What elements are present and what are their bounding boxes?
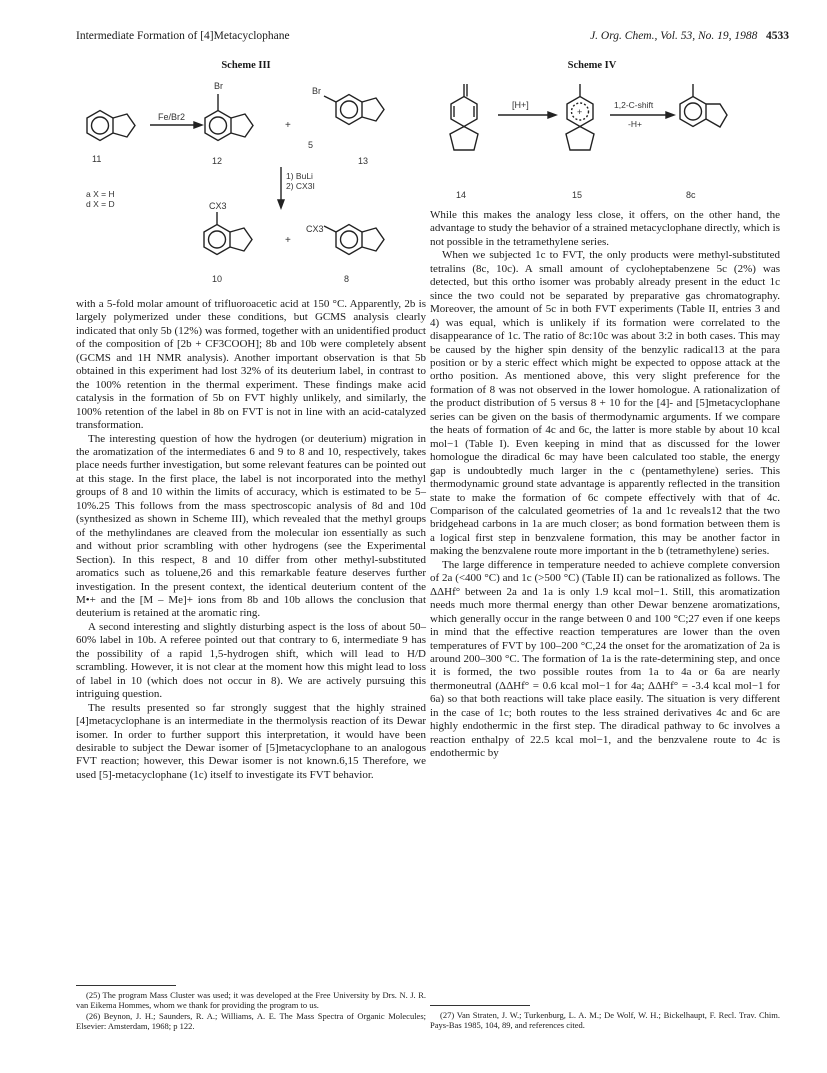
compound-12-structure <box>205 94 253 141</box>
journal-volume: Vol. 53, No. 19, 1988 <box>660 30 758 42</box>
key-a: a X = H <box>86 189 115 199</box>
journal-name: J. Org. Chem., <box>590 30 658 42</box>
scheme-iii-diagram <box>76 72 426 294</box>
reagent-buli: 1) BuLi <box>286 171 313 181</box>
running-header-title: Intermediate Formation of [4]Metacyclophane <box>76 30 290 42</box>
left-text-column <box>76 298 426 782</box>
compound-number-13: 13 <box>358 156 369 166</box>
compound-13-structure <box>324 95 384 125</box>
compound-number-11: 11 <box>92 154 102 164</box>
paragraph: The results presented so far strongly suggest that the highly strained [4]metacyclophane is an intermediate in the thermolysis reaction of its Dewar isomer. In order to further support this interpretation, it would have been desirable to subject the Dewar isomer of [5]metacyclophane to an analogous FVT reaction; however, this Dewar isomer is not known.6,15 Therefore, we used [5]-metacyclophane (1c) itself to investigate its FVT behavior. <box>76 701 426 781</box>
substituent-cx3: CX3 <box>209 201 227 211</box>
reagent-c-shift: 1,2-C-shift <box>614 100 654 110</box>
paragraph: The large difference in temperature needed to achieve complete conversion of 2a (<400 °C) and 1c (>500 °C) (Table II) can be rationalized as follows. The ΔΔHf° between 2a and 1a is only 1.9 kcal mol−1. Still, this aromatization needs much more thermal energy than other Dewar benzene aromatizations, which generally occur in the range between 0 and 100 °C;27 even if one keeps in mind that the effective reaction temperatures are lower than the oven temperatures of FVT by 100–200 °C,24 the onset for the aromatization of 2a is around 200–300 °C. The formation of 1a is the rate-determining step, and once it is formed, the two possible routes from 1a to 4a or 6a are nearly thermoneutral (ΔΔHf° = 0.6 kcal mol−1 for 4a; ΔΔHf° = -3.4 kcal mol−1 for 6a) so that both reactions will take place easily. The situation is very different in the case of 1c; both routes to the less strained derivatives 4c and 6c are highly endothermic in the first step. The diradical pathway to 6c involves a reaction enthalpy of 22.5 kcal mol−1, and the benzvalene route to 4c is endothermic by <box>430 558 780 760</box>
reagent-proton: [H+] <box>512 100 529 110</box>
scheme-iv-title: Scheme IV <box>567 60 617 71</box>
footnote: (27) Van Straten, J. W.; Turkenburg, L. A. M.; De Wolf, W. H.; Bickelhaupt, F. Recl. Trav. Chim. Pays-Bas 1985, 104, 89, and references cited. <box>430 1010 780 1030</box>
right-text-column <box>430 209 780 761</box>
compound-number-15: 15 <box>572 190 583 200</box>
plus-charge: + <box>577 107 583 117</box>
compound-8-structure <box>324 225 384 255</box>
footnote-rule <box>430 1005 530 1006</box>
scheme-iii-title: Scheme III <box>221 60 271 71</box>
footnote: (25) The program Mass Cluster was used; it was developed at the Free University by Drs. N. J. R. van Eikema Hommes, whom we thank for providing the program to us. <box>76 990 426 1010</box>
paragraph: The interesting question of how the hydrogen (or deuterium) migration in the aromatization of the intermediates 6 and 9 to 8 and 10, respectively, takes place needs further investigation, but some relevant features can be pointed out at this stage. In the first place, the label is not incorporated into the methyl groups of 8 and 10 within the limits of accuracy, which is estimated to be 5–10%.25 This follows from the mass spectroscopic analysis of 8d and 10d (synthesized as shown in Scheme III), which revealed that the methyl groups of the methylindanes are cleaved from the molecular ion essentially as such and without prior scrambling with other hydrogens (see the Experimental Section). In this respect, 8 and 10 differ from other methyl-substituted aromatics such as toluene,26 and this remarkable feature deserves further investigation. In the present context, the identical deuterium content of the M•+ and the [M – Me]+ ions from 8b and 10b allows the conclusion that deuterium is retained at the aromatic ring. <box>76 432 426 620</box>
substituent-cx3: CX3 <box>306 224 324 234</box>
footnote: (26) Beynon, J. H.; Saunders, R. A.; Williams, A. E. The Mass Spectra of Organic Molecules; Elsevier: Amsterdam, 1968; p 122. <box>76 1011 426 1031</box>
substituent-br: Br <box>214 81 223 91</box>
footnote-rule <box>76 985 176 986</box>
paragraph: with a 5-fold molar amount of trifluoroacetic acid at 150 °C. Apparently, 2b is largely polymerized under these conditions, but GCMS analysis clearly indicated that only 5b (12%) was formed, together with an unidentified product of the composition of [2b + CF3COOH]; 8b and 10b were completely absent (GCMS and 1H NMR analysis). Another important observation is that 5b obtained in this experiment had lost 32% of its deuterium label, in contrast to the 100% retention in the thermal experiment. These findings make acid catalysis in the formation of 5b on FVT highly unlikely, and similarly, the 100% retention of the label in 8b on FVT is not in line with an acid-catalyzed transformation. <box>76 298 426 432</box>
compound-number-14: 14 <box>456 190 467 200</box>
reagent-fe-br2: Fe/Br2 <box>158 112 186 122</box>
compound-15-structure <box>566 84 594 150</box>
compound-number-10: 10 <box>212 274 223 284</box>
compound-14-structure <box>450 84 478 150</box>
compound-11-structure <box>87 111 135 141</box>
compound-number-5: 5 <box>308 140 314 150</box>
paragraph: When we subjected 1c to FVT, the only products were methyl-substituted tetralins (8c, 10c). A small amount of cycloheptabenzene 5c (2%) was detected, but this ortho isomer was probably already present in the educt 1c since the two could not be separated by preparative gas chromatography. Moreover, the amount of 5c in both FVT experiments (Table II, entries 3 and 4) was equal, which is unlikely if its formation were correlated to the disappearance of 1c. The ratio of 8c:10c was about 3:2 in both cases. This may be caused by the higher spin density of the benzylic radical13 at the para position or by a steric effect which might be expected to oppose attack at the ortho position. As mentioned above, this very slight preference for the formation of 8 was not observed in the lower homologue. A rationalization of the product distribution of 5 versus 8 + 10 for the [4]- and [5]metacyclophane series can be given on the basis of thermodynamic arguments. If we compare the heats of formation of 4c and 6c, the latter is more stable by about 10 kcal mol−1 (Table I). Even keeping in mind that as discussed for the lower homologue the diradical 6c may have been calculated too stable, the energy gap is undoubtedly much larger in the c (pentamethylene) series. This thermodynamic ground state advantage is apparently reflected in the transition state to make the formation of 6c compete effectively with that of 4c. Comparison of the calculated geometries of 1a and 1c reveals12 that the two bridgehead carbons in 1a are much closer; as bond formation between them is a logical first step in benzvalene formation, this may be another factor in making the benzvalene route more important in the b (tetramethylene) series. <box>430 249 780 558</box>
substituent-br: Br <box>312 86 321 96</box>
plus-sign: + <box>285 235 291 246</box>
compound-10-structure <box>204 212 252 255</box>
scheme-iv-diagram <box>430 72 780 204</box>
key-d: d X = D <box>86 199 115 209</box>
page-number: 4533 <box>766 30 789 42</box>
compound-number-8: 8 <box>344 274 350 284</box>
reagent-minus-proton: -H+ <box>628 119 642 129</box>
footnotes-right <box>430 1010 780 1031</box>
compound-number-8c: 8c <box>686 190 696 200</box>
compound-number-12: 12 <box>212 156 223 166</box>
plus-sign: + <box>285 120 291 131</box>
reagent-cx3i: 2) CX3I <box>286 181 315 191</box>
running-header-citation <box>590 30 789 42</box>
compound-8c-structure <box>680 84 727 127</box>
paragraph: A second interesting and slightly disturbing aspect is the loss of about 50–60% label in 10b. A referee pointed out that contrary to 6, intermediate 9 has the possibility of a rapid 1,5-hydrogen shift, which will lead to H/D scrambling. However, it is not clear at the moment how this might lead to loss of label in 10 (which does not occur in 8). We are actively pursuing this intriguing question. <box>76 620 426 701</box>
paragraph: While this makes the analogy less close, it offers, on the other hand, the advantage to study the behavior of a strained metacyclophane directly, which is not possible in the tetramethylene series. <box>430 209 780 248</box>
footnotes-left <box>76 990 426 1032</box>
